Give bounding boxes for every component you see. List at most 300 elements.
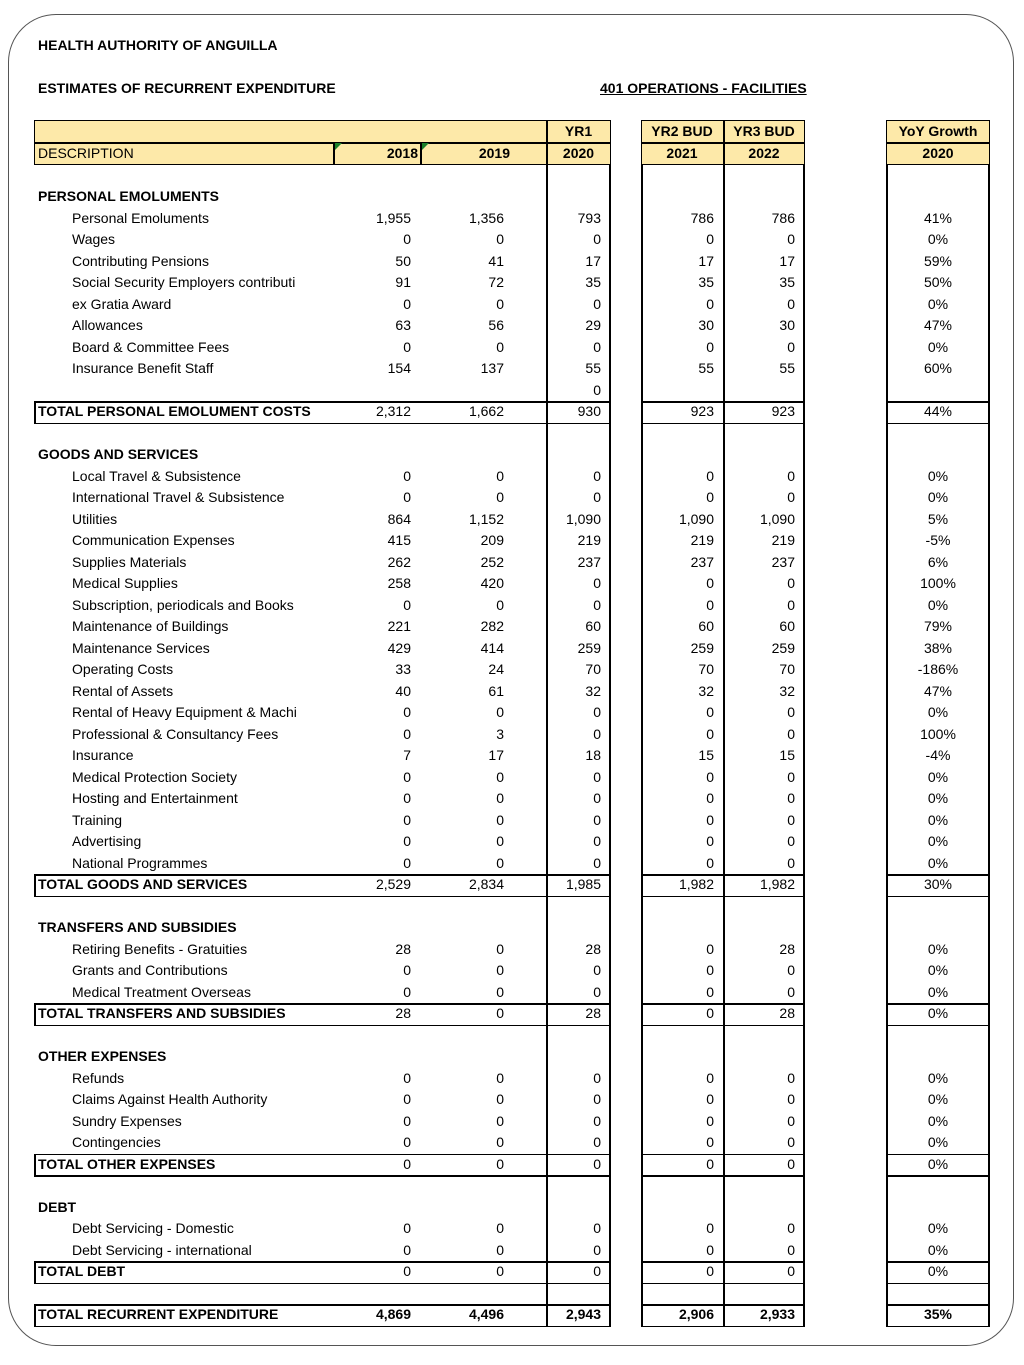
- grid-line-horizontal: [641, 1025, 805, 1027]
- amount-cell: 0: [403, 768, 411, 785]
- amount-cell: 137: [480, 360, 504, 376]
- grid-line-horizontal: [886, 1025, 990, 1027]
- total-row: [0, 874, 1024, 896]
- grid-line-vertical: [723, 165, 725, 1326]
- yoy-cell: 0%: [927, 1112, 949, 1129]
- amount-cell: 923: [771, 403, 795, 419]
- amount-cell: 219: [577, 532, 601, 548]
- amount-cell: 0: [403, 1091, 411, 1107]
- yoy-cell: 0%: [927, 768, 949, 785]
- amount-cell: 0: [706, 704, 714, 720]
- amount-cell: 0: [593, 1134, 601, 1150]
- table-row: [0, 853, 1024, 875]
- amount-cell: 1,090: [759, 510, 795, 527]
- amount-cell: 209: [480, 532, 504, 548]
- yoy-cell: 0%: [927, 854, 949, 871]
- amount-cell: 0: [593, 231, 601, 247]
- grid-line-vertical: [609, 165, 611, 1326]
- amount-cell: 0: [593, 467, 601, 484]
- amount-cell: 0: [787, 790, 795, 806]
- total-row: [0, 1154, 1024, 1176]
- header-2020: 2020: [562, 145, 595, 161]
- amount-cell: 0: [496, 467, 504, 484]
- row-label: Social Security Employers contributi: [72, 274, 296, 290]
- yoy-cell: -4%: [925, 747, 951, 763]
- table-row: [0, 380, 1024, 402]
- amount-cell: 17: [488, 747, 504, 763]
- amount-cell: 0: [593, 790, 601, 806]
- grid-line-vertical: [34, 1154, 36, 1176]
- amount-cell: 29: [585, 317, 601, 333]
- amount-cell: 0: [593, 725, 601, 742]
- yoy-cell: 44%: [923, 403, 953, 419]
- row-label: Supplies Materials: [72, 553, 187, 570]
- amount-cell: 0: [706, 940, 714, 957]
- amount-cell: 0: [787, 1220, 795, 1236]
- row-label: Maintenance Services: [72, 639, 210, 656]
- amount-cell: 0: [593, 768, 601, 785]
- header-yr1: YR1: [564, 123, 593, 139]
- yoy-cell: 0%: [927, 1134, 949, 1150]
- table-row: [0, 788, 1024, 810]
- yoy-cell: 0%: [927, 1091, 949, 1107]
- grid-line-horizontal: [886, 401, 990, 403]
- amount-cell: 1,955: [375, 209, 411, 226]
- amount-cell: 0: [706, 768, 714, 785]
- yoy-cell: 0%: [927, 940, 949, 957]
- yoy-cell: 38%: [923, 639, 953, 656]
- row-label: Insurance Benefit Staff: [72, 360, 214, 376]
- row-label: Sundry Expenses: [72, 1112, 182, 1129]
- amount-cell: 0: [403, 1263, 411, 1279]
- amount-cell: 923: [690, 403, 714, 419]
- spacer-row: [0, 896, 1024, 918]
- row-label: Insurance: [72, 747, 134, 763]
- yoy-cell: 0%: [927, 962, 949, 978]
- amount-cell: 0: [787, 1263, 795, 1279]
- amount-cell: 0: [496, 940, 504, 957]
- department-title: 401 OPERATIONS - FACILITIES: [600, 80, 807, 96]
- row-label: TOTAL RECURRENT EXPENDITURE: [38, 1306, 279, 1322]
- row-label: Training: [72, 811, 123, 828]
- row-label: Debt Servicing - Domestic: [72, 1220, 234, 1236]
- amount-cell: 0: [403, 1220, 411, 1236]
- table-row: [0, 595, 1024, 617]
- amount-cell: 28: [779, 1005, 795, 1021]
- spacer-row: [0, 1175, 1024, 1197]
- grid-line-vertical: [803, 165, 805, 1326]
- table-row: [0, 1111, 1024, 1133]
- amount-cell: 61: [488, 682, 504, 699]
- amount-cell: 0: [403, 983, 411, 1000]
- table-row: [0, 638, 1024, 660]
- amount-cell: 0: [593, 1263, 601, 1279]
- row-label: TOTAL TRANSFERS AND SUBSIDIES: [38, 1005, 286, 1021]
- amount-cell: 0: [787, 854, 795, 871]
- amount-cell: 0: [787, 489, 795, 505]
- amount-cell: 4,869: [375, 1306, 411, 1322]
- amount-cell: 60: [779, 618, 795, 634]
- grid-line-horizontal: [34, 1304, 611, 1306]
- table-row: [0, 337, 1024, 359]
- amount-cell: 1,662: [468, 403, 504, 419]
- yoy-cell: 50%: [923, 274, 953, 290]
- yoy-cell: 0%: [927, 596, 949, 613]
- grid-line-vertical: [988, 165, 990, 1326]
- amount-cell: 63: [395, 317, 411, 333]
- yoy-cell: 0%: [927, 811, 949, 828]
- row-label: International Travel & Subsistence: [72, 489, 285, 505]
- amount-cell: 28: [585, 940, 601, 957]
- yoy-cell: -186%: [917, 661, 959, 677]
- grid-line-horizontal: [34, 874, 611, 876]
- amount-cell: 2,943: [565, 1306, 601, 1322]
- amount-cell: 2,933: [759, 1306, 795, 1322]
- amount-cell: 15: [779, 747, 795, 763]
- amount-cell: 0: [706, 575, 714, 591]
- amount-cell: 40: [395, 682, 411, 699]
- row-label: Medical Protection Society: [72, 768, 237, 785]
- grid-line-horizontal: [34, 1154, 611, 1156]
- amount-cell: 15: [698, 747, 714, 763]
- amount-cell: 0: [593, 1155, 601, 1172]
- grid-line-horizontal: [34, 1175, 611, 1177]
- amount-cell: 259: [690, 639, 714, 656]
- amount-cell: 0: [787, 962, 795, 978]
- amount-cell: 154: [387, 360, 411, 376]
- table-row: [0, 272, 1024, 294]
- amount-cell: 0: [787, 1134, 795, 1150]
- amount-cell: 17: [585, 252, 601, 269]
- amount-cell: 4,496: [468, 1306, 504, 1322]
- grid-line-horizontal: [641, 401, 805, 403]
- amount-cell: 0: [403, 790, 411, 806]
- amount-cell: 0: [403, 295, 411, 312]
- amount-cell: 0: [403, 338, 411, 355]
- row-label: Claims Against Health Authority: [72, 1091, 268, 1107]
- amount-cell: 0: [496, 295, 504, 312]
- section-title: PERSONAL EMOLUMENTS: [38, 188, 219, 204]
- amount-cell: 786: [771, 209, 795, 226]
- amount-cell: 0: [787, 1091, 795, 1107]
- amount-cell: 0: [706, 833, 714, 849]
- yoy-cell: 0%: [927, 790, 949, 806]
- amount-cell: 0: [787, 596, 795, 613]
- yoy-cell: 0%: [927, 983, 949, 1000]
- amount-cell: 28: [585, 1005, 601, 1021]
- grid-line-horizontal: [886, 1304, 990, 1306]
- table-row: [0, 487, 1024, 509]
- amount-cell: 70: [585, 661, 601, 677]
- amount-cell: 0: [593, 704, 601, 720]
- amount-cell: 0: [706, 854, 714, 871]
- amount-cell: 0: [496, 962, 504, 978]
- section-heading: [0, 444, 1024, 466]
- row-label: Wages: [72, 231, 116, 247]
- amount-cell: 30: [698, 317, 714, 333]
- amount-cell: 0: [706, 338, 714, 355]
- amount-cell: 0: [706, 1220, 714, 1236]
- amount-cell: 0: [593, 1241, 601, 1258]
- amount-cell: 55: [779, 360, 795, 376]
- row-label: Contributing Pensions: [72, 252, 209, 269]
- table-row: [0, 767, 1024, 789]
- table-row: [0, 681, 1024, 703]
- grid-line-horizontal: [641, 874, 805, 876]
- table-row: [0, 509, 1024, 531]
- amount-cell: 0: [787, 467, 795, 484]
- amount-cell: 414: [480, 639, 504, 656]
- row-label: ex Gratia Award: [72, 295, 172, 312]
- table-row: [0, 939, 1024, 961]
- amount-cell: 219: [771, 532, 795, 548]
- amount-cell: 0: [787, 1112, 795, 1129]
- amount-cell: 0: [593, 1112, 601, 1129]
- row-label: Personal Emoluments: [72, 209, 209, 226]
- yoy-cell: 5%: [927, 510, 949, 527]
- grid-line-horizontal: [34, 401, 611, 403]
- amount-cell: 0: [706, 1134, 714, 1150]
- amount-cell: 0: [787, 811, 795, 828]
- yoy-cell: 0%: [927, 704, 949, 720]
- table-row: [0, 1218, 1024, 1240]
- table-row: [0, 251, 1024, 273]
- amount-cell: 0: [593, 295, 601, 312]
- amount-cell: 0: [403, 1069, 411, 1086]
- yoy-cell: 100%: [920, 575, 956, 591]
- amount-cell: 72: [488, 274, 504, 290]
- amount-cell: 0: [706, 231, 714, 247]
- amount-cell: 0: [706, 489, 714, 505]
- amount-cell: 35: [698, 274, 714, 290]
- amount-cell: 0: [403, 596, 411, 613]
- amount-cell: 32: [779, 682, 795, 699]
- amount-cell: 0: [593, 833, 601, 849]
- grid-line-vertical: [34, 1003, 36, 1025]
- header-2021: 2021: [666, 145, 698, 161]
- amount-cell: 50: [395, 252, 411, 269]
- amount-cell: 0: [496, 1112, 504, 1129]
- grid-line-horizontal: [886, 1154, 990, 1156]
- yoy-cell: 0%: [927, 295, 949, 312]
- amount-cell: 0: [403, 833, 411, 849]
- table-row: [0, 982, 1024, 1004]
- row-label: Communication Expenses: [72, 532, 235, 548]
- amount-cell: 0: [403, 962, 411, 978]
- amount-cell: 252: [480, 553, 504, 570]
- section-title: TRANSFERS AND SUBSIDIES: [38, 919, 237, 935]
- amount-cell: 0: [706, 1241, 714, 1258]
- row-label: Operating Costs: [72, 661, 174, 677]
- amount-cell: 17: [698, 252, 714, 269]
- yoy-cell: 0%: [927, 1263, 949, 1279]
- row-label: Retiring Benefits - Gratuities: [72, 940, 248, 957]
- amount-cell: 0: [787, 725, 795, 742]
- amount-cell: 259: [771, 639, 795, 656]
- row-label: Maintenance of Buildings: [72, 618, 229, 634]
- grid-line-horizontal: [886, 1326, 990, 1328]
- amount-cell: 0: [706, 596, 714, 613]
- amount-cell: 0: [593, 338, 601, 355]
- amount-cell: 0: [706, 1069, 714, 1086]
- grid-line-horizontal: [641, 896, 805, 898]
- amount-cell: 70: [698, 661, 714, 677]
- amount-cell: 0: [706, 1091, 714, 1107]
- amount-cell: 0: [593, 962, 601, 978]
- amount-cell: 237: [690, 553, 714, 570]
- table-row: [0, 745, 1024, 767]
- yoy-cell: 47%: [923, 682, 953, 699]
- grid-line-horizontal: [886, 896, 990, 898]
- amount-cell: 0: [403, 231, 411, 247]
- header-yoy: YoY Growth: [898, 123, 978, 139]
- amount-cell: 56: [488, 317, 504, 333]
- amount-cell: 0: [496, 854, 504, 871]
- amount-cell: 0: [787, 833, 795, 849]
- amount-cell: 0: [403, 1155, 411, 1172]
- yoy-cell: 30%: [923, 876, 953, 892]
- amount-cell: 0: [706, 790, 714, 806]
- amount-cell: 0: [403, 1134, 411, 1150]
- amount-cell: 0: [593, 1220, 601, 1236]
- row-label: Hosting and Entertainment: [72, 790, 238, 806]
- amount-cell: 930: [577, 403, 601, 419]
- yoy-cell: 0%: [927, 231, 949, 247]
- amount-cell: 0: [706, 467, 714, 484]
- amount-cell: 0: [593, 489, 601, 505]
- amount-cell: 0: [706, 295, 714, 312]
- row-label: Rental of Heavy Equipment & Machi: [72, 704, 297, 720]
- yoy-cell: 100%: [920, 725, 956, 742]
- grid-line-horizontal: [886, 1003, 990, 1005]
- table-row: [0, 616, 1024, 638]
- grid-line-horizontal: [886, 423, 990, 425]
- row-label: Medical Supplies: [72, 575, 178, 591]
- grid-line-horizontal: [641, 1154, 805, 1156]
- grid-line-horizontal: [886, 874, 990, 876]
- grid-line-vertical: [546, 165, 548, 1326]
- spacer-row: [0, 423, 1024, 445]
- amount-cell: 0: [593, 854, 601, 871]
- yoy-cell: 0%: [927, 1069, 949, 1086]
- amount-cell: 60: [698, 618, 714, 634]
- section-heading: [0, 1046, 1024, 1068]
- total-row: [0, 1261, 1024, 1283]
- amount-cell: 17: [779, 252, 795, 269]
- table-row: [0, 1240, 1024, 1262]
- grid-line-horizontal: [34, 1326, 611, 1328]
- amount-cell: 786: [690, 209, 714, 226]
- amount-cell: 0: [496, 1263, 504, 1279]
- amount-cell: 0: [706, 811, 714, 828]
- table-row: [0, 208, 1024, 230]
- amount-cell: 0: [496, 811, 504, 828]
- amount-cell: 1,982: [759, 876, 795, 892]
- amount-cell: 1,090: [678, 510, 714, 527]
- yoy-cell: 6%: [927, 553, 949, 570]
- amount-cell: 258: [387, 575, 411, 591]
- grid-line-horizontal: [34, 1025, 611, 1027]
- table-row: [0, 1089, 1024, 1111]
- yoy-cell: 0%: [927, 1155, 949, 1172]
- grid-line-horizontal: [641, 1304, 805, 1306]
- grid-line-horizontal: [34, 896, 611, 898]
- amount-cell: 0: [593, 1091, 601, 1107]
- report-subtitle: ESTIMATES OF RECURRENT EXPENDITURE: [38, 80, 336, 96]
- row-label: TOTAL PERSONAL EMOLUMENT COSTS: [38, 403, 311, 419]
- table-row: [0, 810, 1024, 832]
- amount-cell: 0: [496, 768, 504, 785]
- grid-line-horizontal: [641, 1175, 805, 1177]
- amount-cell: 0: [496, 1091, 504, 1107]
- table-row: [0, 1132, 1024, 1154]
- total-row: [0, 1003, 1024, 1025]
- amount-cell: 0: [496, 231, 504, 247]
- yoy-cell: 0%: [927, 467, 949, 484]
- row-label: Professional & Consultancy Fees: [72, 725, 279, 742]
- row-label: TOTAL GOODS AND SERVICES: [38, 876, 248, 892]
- grid-line-horizontal: [34, 1003, 611, 1005]
- table-row: [0, 466, 1024, 488]
- total-row: [0, 401, 1024, 423]
- row-label: Board & Committee Fees: [72, 338, 230, 355]
- amount-cell: 60: [585, 618, 601, 634]
- amount-cell: 0: [403, 1112, 411, 1129]
- table-row: [0, 1068, 1024, 1090]
- amount-cell: 0: [593, 1069, 601, 1086]
- amount-cell: 0: [496, 1005, 504, 1021]
- amount-cell: 1,356: [468, 209, 504, 226]
- table-row: [0, 552, 1024, 574]
- amount-cell: 28: [395, 940, 411, 957]
- table-row: [0, 659, 1024, 681]
- amount-cell: 0: [496, 833, 504, 849]
- row-label: Refunds: [72, 1069, 125, 1086]
- grid-line-horizontal: [886, 1175, 990, 1177]
- amount-cell: 2,906: [678, 1306, 714, 1322]
- grid-line-horizontal: [886, 1283, 990, 1285]
- amount-cell: 237: [577, 553, 601, 570]
- amount-cell: 0: [593, 983, 601, 1000]
- amount-cell: 0: [403, 467, 411, 484]
- amount-cell: 0: [787, 704, 795, 720]
- table-row: [0, 530, 1024, 552]
- grid-line-horizontal: [641, 1326, 805, 1328]
- amount-cell: 793: [577, 209, 601, 226]
- yoy-cell: 35%: [923, 1306, 953, 1322]
- table-row: [0, 358, 1024, 380]
- yoy-cell: 0%: [927, 833, 949, 849]
- amount-cell: 0: [496, 983, 504, 1000]
- yoy-cell: 0%: [927, 1220, 949, 1236]
- amount-cell: 0: [787, 295, 795, 312]
- header-yr2: YR2 BUD: [651, 123, 713, 139]
- amount-cell: 0: [496, 704, 504, 720]
- amount-cell: 33: [395, 661, 411, 677]
- amount-cell: 0: [706, 725, 714, 742]
- amount-cell: 0: [706, 1112, 714, 1129]
- amount-cell: 429: [387, 639, 411, 656]
- table-row: [0, 831, 1024, 853]
- amount-cell: 1,982: [678, 876, 714, 892]
- table-row: [0, 294, 1024, 316]
- amount-cell: 221: [387, 618, 411, 634]
- amount-cell: 32: [698, 682, 714, 699]
- amount-cell: 0: [403, 489, 411, 505]
- amount-cell: 259: [577, 639, 601, 656]
- amount-cell: 0: [403, 1241, 411, 1258]
- amount-cell: 3: [496, 725, 504, 742]
